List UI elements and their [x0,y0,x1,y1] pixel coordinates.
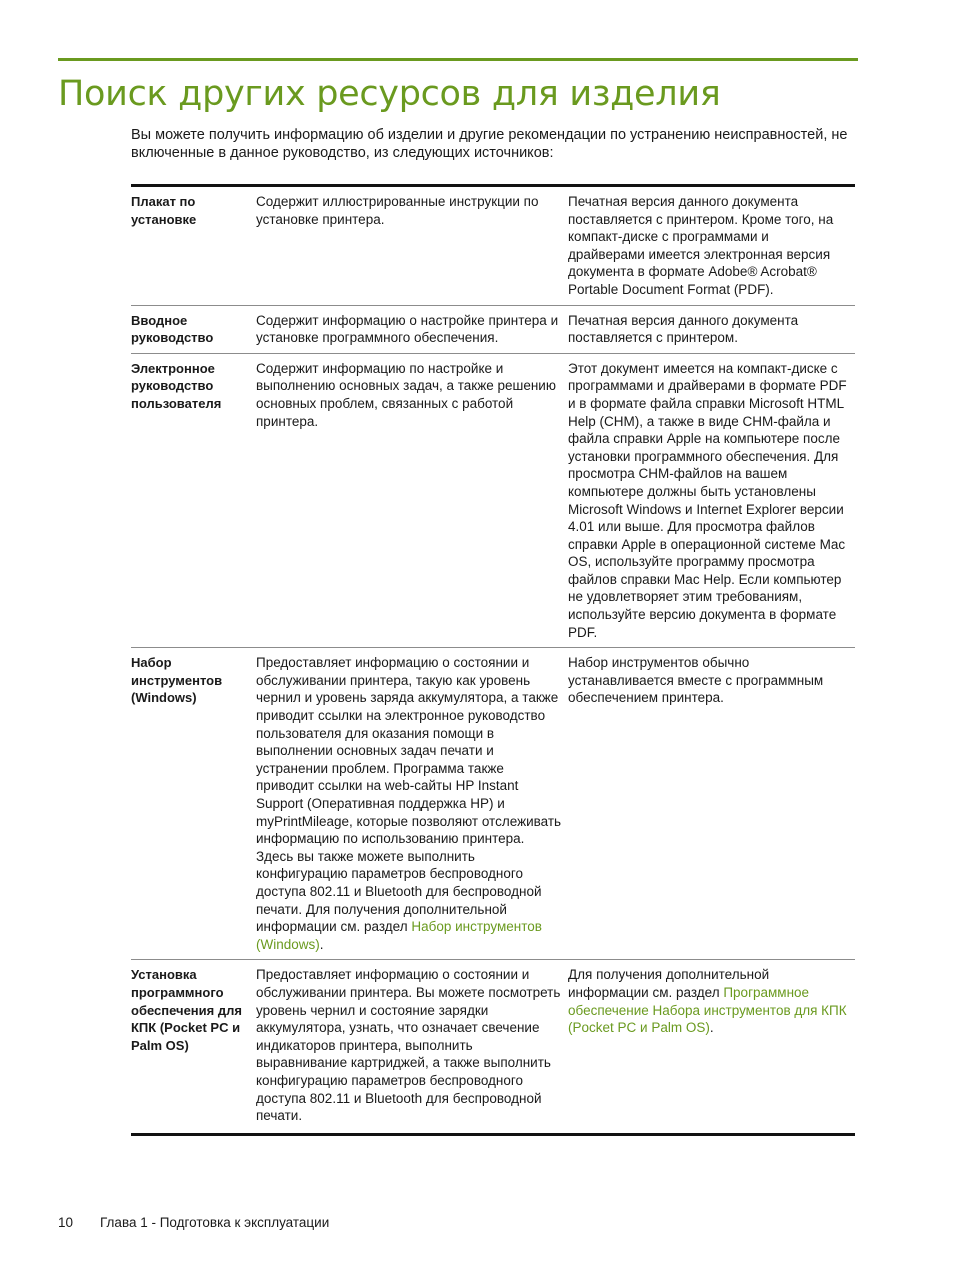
resource-availability: Для получения дополнительной информации см. раздел Программное обеспечение Набора инструментов для КПК (Pocket PC и Palm OS). [568,967,847,1036]
table-row [131,305,855,353]
page-number: 10 [58,1215,74,1230]
resource-name: Набор инструментов (Windows) [131,648,256,960]
table-row [131,648,855,960]
resource-description: Предоставляет информацию о состоянии и обслуживании принтера, такую как уровень чернил и уровень заряда аккумулятора, а также приводит ссылки на электронное руководство пользователя для оказания помощи в выполнении основных задач печати и устранении проблем. Программа также приводит ссылки на web-сайты HP Instant Support (Оперативная поддержка HP) и myPrintMileage, которые позволяют отслеживать информацию по использованию принтера. Здесь вы также можете выполнить конфигурацию параметров беспроводного доступа 802.11 и Bluetooth для беспроводной печати. Для получения дополнительной информации см. раздел Набор инструментов (Windows). [256,655,562,952]
table-row [131,353,855,648]
resources-table [131,184,855,1136]
resource-availability: Печатная версия данного документа поставляется с принтером. [568,312,799,346]
resource-description: Содержит иллюстрированные инструкции по установке принтера. [256,194,539,227]
table-row [131,186,855,306]
top-rule [58,58,858,61]
resource-name: Установка программного обеспечения для КПК (Pocket PC и Palm OS) [131,960,256,1134]
page-footer [58,1214,329,1232]
toolbox-windows-link[interactable]: Набор инструментов (Windows) [256,919,542,952]
resource-description: Предоставляет информацию о состоянии и обслуживании принтера. Вы можете посмотреть уровень чернил и состояние зарядки аккумулятора, узнать, что означает свечение индикаторов принтера, выполнить выравнивание картриджей, а также выполнить конфигурацию параметров беспроводного доступа 802.11 и Bluetooth для беспроводной печати. [256,967,561,1124]
page-title: Поиск других ресурсов для изделия [58,74,721,114]
resource-description: Содержит информацию по настройке и выполнению основных задач, а также решению основных проблем, связанных с работой принтера. [256,360,556,429]
resource-availability: Печатная версия данного документа поставляется с принтером. Кроме того, на компакт-диске с программами и драйверами имеется электронная версия документа в формате Adobe® Acrobat® Portable Document Format (PDF). [568,194,834,297]
resource-name: Электронное руководство пользователя [131,353,256,648]
resource-name: Вводное руководство [131,305,256,353]
resource-name: Плакат по установке [131,194,197,227]
pda-toolbox-link[interactable]: Программное обеспечение Набора инструментов для КПК (Pocket PC и Palm OS) [568,984,847,1036]
chapter-label: Глава 1 - Подготовка к эксплуатации [100,1215,330,1230]
resource-availability: Набор инструментов обычно устанавливается вместе с программным обеспечением принтера. [568,655,824,706]
table-row [131,960,855,1134]
resource-availability: Этот документ имеется на компакт-диске с программами и драйверами в формате PDF и в формате файла справки Microsoft HTML Help (CHM), а также в виде CHM-файла и файла справки Apple на компьютере после установки программного обеспечения. Для просмотра CHM-файлов на вашем компьютере должны быть установлены Microsoft Windows и Internet Explorer версии 4.01 или выше. Для просмотра файлов справки Apple в операционной системе Mac OS, используйте программу просмотра файлов справки Mac Help. Если компьютер не удовлетворяет этим требованиям, используйте версию документа в формате PDF. [568,360,847,640]
intro-paragraph: Вы можете получить информацию об изделии и другие рекомендации по устранению неисправностей, не включенные в данное руководство, из следующих источников: [131,127,848,161]
resource-description: Содержит информацию о настройке принтера и установке программного обеспечения. [256,312,559,346]
